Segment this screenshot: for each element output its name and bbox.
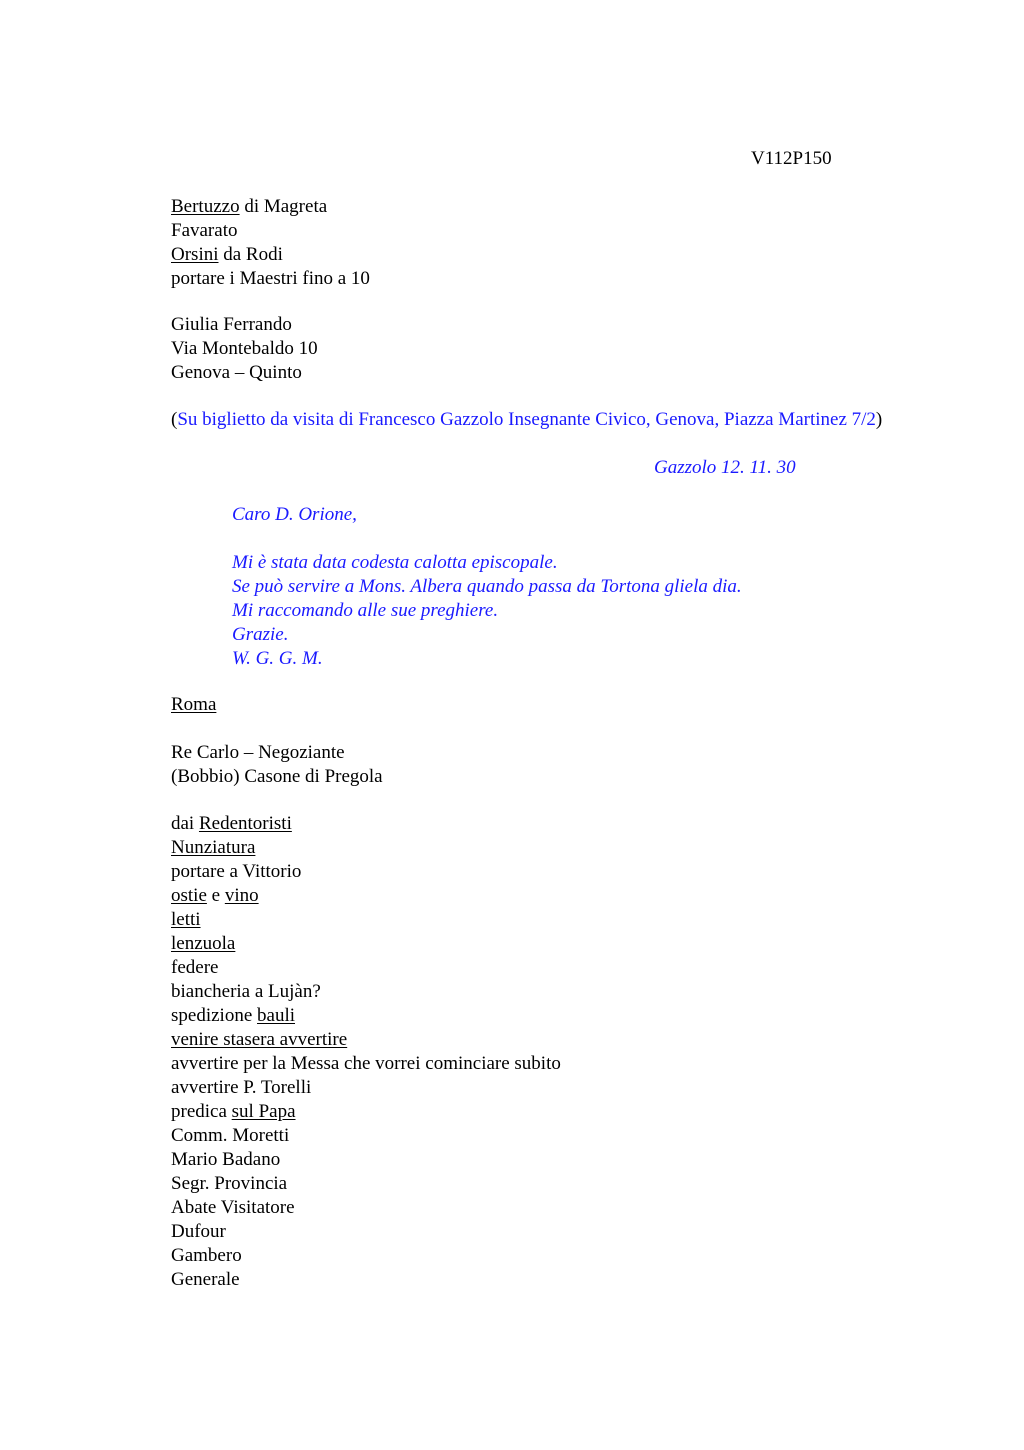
names-line-1 — [171, 195, 916, 219]
bauli-underlined: bauli — [257, 1005, 296, 1026]
spedizione-text: spedizione — [171, 1005, 258, 1026]
contact-line-1: Re Carlo – Negoziante — [171, 742, 345, 763]
todo-item: Mario Badano — [171, 1149, 281, 1170]
venire-underlined: venire stasera avvertire — [171, 1029, 348, 1050]
note-text: Su biglietto da visita di Francesco Gazzolo Insegnante Civico, Genova, Piazza Martinez 7/2 — [177, 409, 876, 430]
todo-item: avvertire per la Messa che vorrei cominciare subito — [171, 1053, 561, 1074]
letter-line: Mi è stata data codesta calotta episcopale. — [232, 552, 558, 573]
note-date: Gazzolo 12. 11. 30 — [654, 457, 796, 478]
salutation-text: Caro D. Orione, — [232, 504, 357, 525]
e-text: e — [206, 885, 225, 906]
todo-item — [171, 812, 916, 836]
letti-underlined: letti — [171, 909, 201, 930]
todo-item: portare a Vittorio — [171, 861, 302, 882]
todo-item — [171, 1004, 916, 1028]
todo-item — [171, 932, 916, 956]
redentoristi-underlined: Redentoristi — [198, 813, 292, 834]
roma-heading — [171, 693, 916, 717]
todo-item: biancheria a Lujàn? — [171, 981, 321, 1002]
di-magreta-text: di Magreta — [239, 196, 328, 217]
letter-body — [232, 551, 742, 671]
todo-item: Dufour — [171, 1221, 226, 1242]
todo-item — [171, 1100, 916, 1124]
letter-line: Mi raccomando alle sue preghiere. — [232, 600, 499, 621]
sul-papa-underlined: sul Papa — [231, 1101, 296, 1122]
todo-item — [171, 1028, 916, 1052]
letter-line: Grazie. — [232, 624, 289, 645]
document-reference: V112P150 — [751, 148, 832, 169]
todo-item: Generale — [171, 1269, 240, 1290]
address-name: Giulia Ferrando — [171, 314, 292, 335]
bertuzzo-underlined: Bertuzzo — [171, 196, 240, 217]
nunziatura-underlined: Nunziatura — [171, 837, 256, 858]
maestri-line: portare i Maestri fino a 10 — [171, 268, 370, 289]
letter-line: Se può servire a Mons. Albera quando passa da Tortona gliela dia. — [232, 576, 742, 597]
da-rodi-text: da Rodi — [218, 244, 283, 265]
address-city: Genova – Quinto — [171, 362, 302, 383]
note-close-paren: ) — [875, 409, 883, 430]
letter-salutation — [232, 503, 357, 527]
todo-item — [171, 884, 916, 908]
lenzuola-underlined: lenzuola — [171, 933, 236, 954]
dai-text: dai — [171, 813, 199, 834]
roma-underlined: Roma — [171, 694, 217, 715]
address-block — [171, 313, 916, 385]
todo-list — [171, 812, 916, 1292]
names-line-3 — [171, 243, 916, 267]
todo-item — [171, 836, 916, 860]
ostie-underlined: ostie — [171, 885, 207, 906]
editorial-note — [171, 408, 916, 432]
predica-text: predica — [171, 1101, 232, 1122]
todo-item: federe — [171, 957, 219, 978]
contact-block — [171, 741, 916, 789]
todo-item: Comm. Moretti — [171, 1125, 290, 1146]
names-block — [171, 195, 916, 291]
todo-item: Abate Visitatore — [171, 1197, 295, 1218]
todo-item: Gambero — [171, 1245, 242, 1266]
favarato-line: Favarato — [171, 220, 238, 241]
vino-underlined: vino — [224, 885, 259, 906]
orsini-underlined: Orsini — [171, 244, 219, 265]
letter-signature: W. G. G. M. — [232, 648, 323, 669]
todo-item: avvertire P. Torelli — [171, 1077, 312, 1098]
todo-item: Segr. Provincia — [171, 1173, 288, 1194]
contact-line-2: (Bobbio) Casone di Pregola — [171, 766, 383, 787]
address-street: Via Montebaldo 10 — [171, 338, 318, 359]
note-open-paren: ( — [171, 409, 178, 430]
todo-item — [171, 908, 916, 932]
